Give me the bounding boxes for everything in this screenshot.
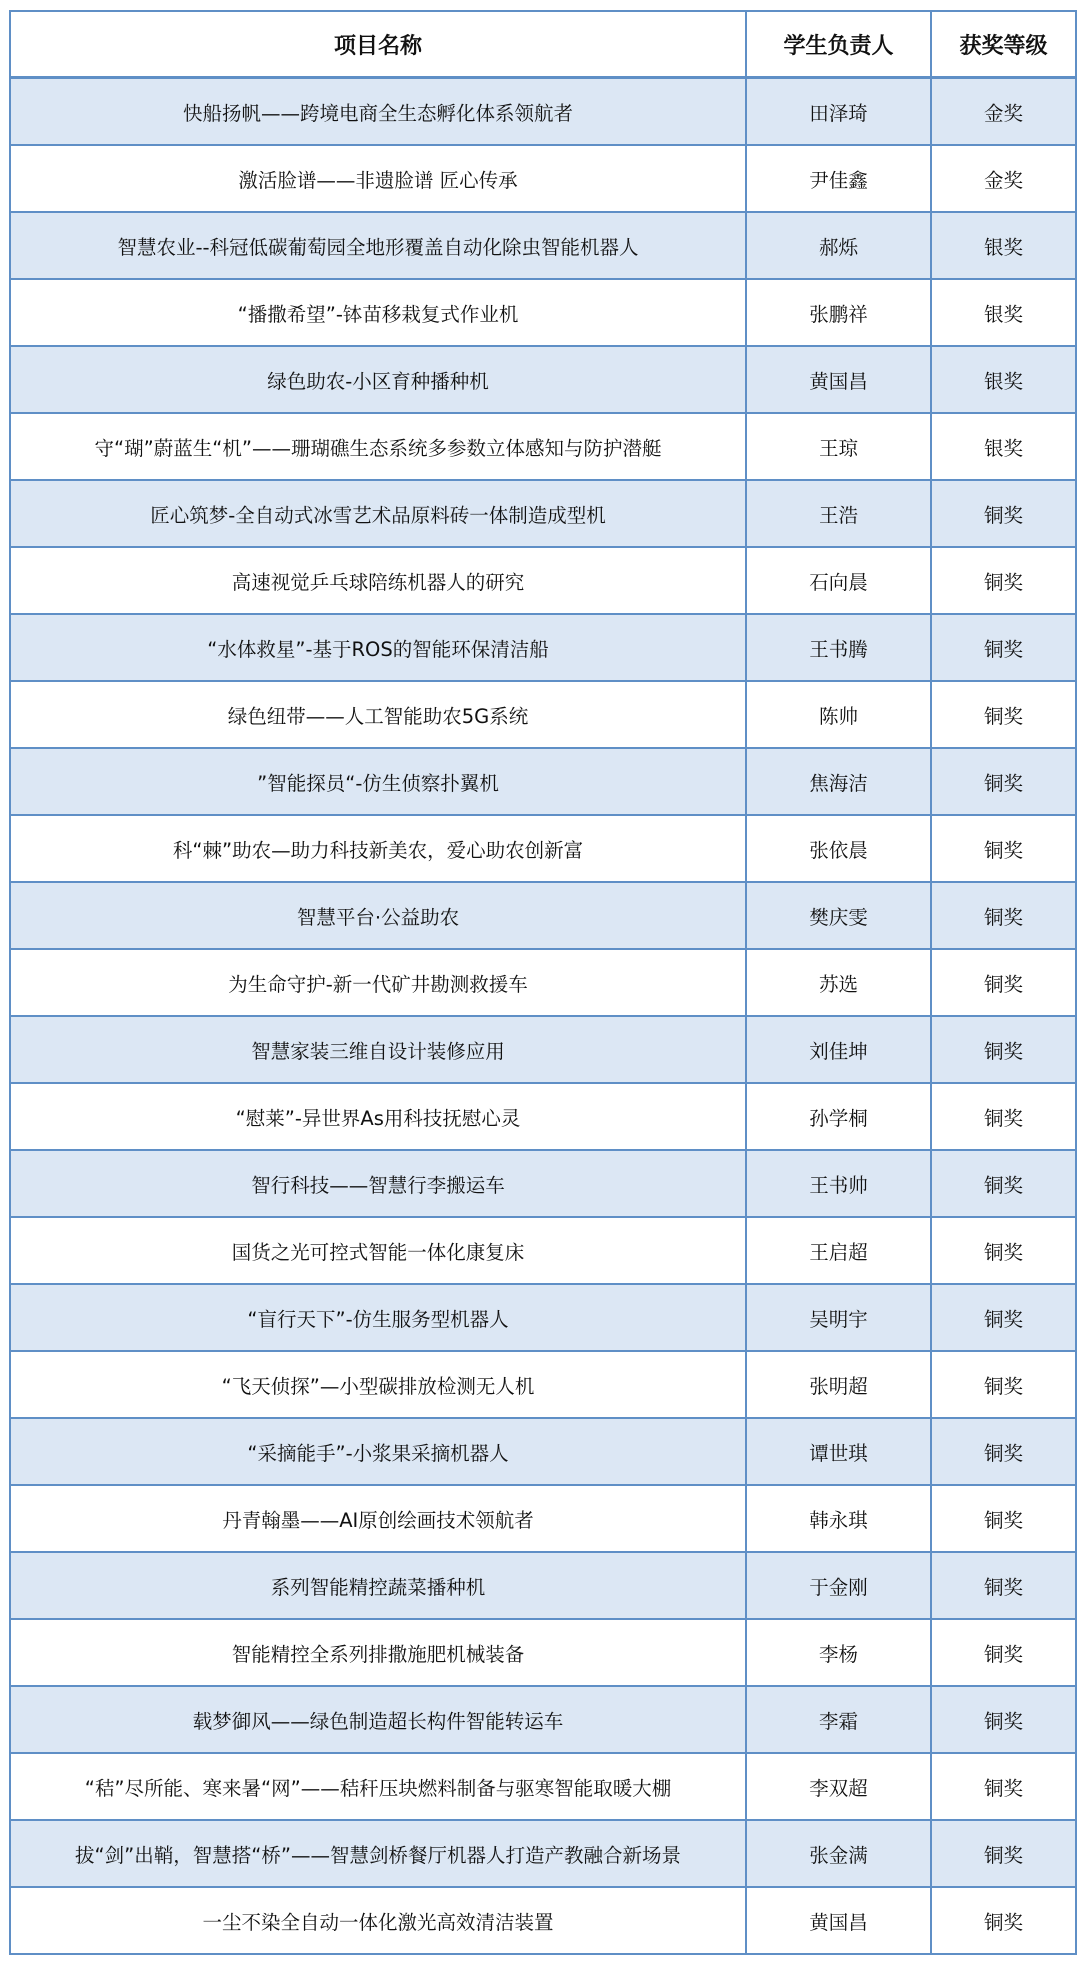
table-row [10, 1686, 1076, 1753]
student-leader-cell: 樊庆雯 [746, 882, 931, 949]
table-row [10, 1485, 1076, 1552]
project-name-cell: 国货之光可控式智能一体化康复床 [10, 1217, 746, 1284]
table-row [10, 1284, 1076, 1351]
project-name-cell: 智行科技——智慧行李搬运车 [10, 1150, 746, 1217]
student-leader-cell: 李杨 [746, 1619, 931, 1686]
award-level-cell: 铜奖 [931, 949, 1076, 1016]
project-name-cell: “飞天侦探”—小型碳排放检测无人机 [10, 1351, 746, 1418]
table-row [10, 279, 1076, 346]
project-name-cell: “秸”尽所能、寒来暑“网”——秸秆压块燃料制备与驱寒智能取暖大棚 [10, 1753, 746, 1820]
student-leader-cell: 李双超 [746, 1753, 931, 1820]
student-leader-cell: 陈帅 [746, 681, 931, 748]
award-level-cell: 金奖 [931, 78, 1076, 146]
award-level-cell: 铜奖 [931, 480, 1076, 547]
project-name-cell: 守“瑚”蔚蓝生“机”——珊瑚礁生态系统多参数立体感知与防护潜艇 [10, 413, 746, 480]
project-name-cell: 智能精控全系列排撒施肥机械装备 [10, 1619, 746, 1686]
student-leader-cell: 谭世琪 [746, 1418, 931, 1485]
table-row [10, 413, 1076, 480]
student-leader-cell: 苏选 [746, 949, 931, 1016]
table-row [10, 949, 1076, 1016]
table-row [10, 346, 1076, 413]
award-level-cell: 铜奖 [931, 748, 1076, 815]
award-level-cell: 铜奖 [931, 815, 1076, 882]
table-row [10, 78, 1076, 146]
table-row [10, 815, 1076, 882]
project-name-cell: 激活脸谱——非遗脸谱 匠心传承 [10, 145, 746, 212]
table-row [10, 1418, 1076, 1485]
student-leader-cell: 孙学桐 [746, 1083, 931, 1150]
award-level-cell: 金奖 [931, 145, 1076, 212]
table-row [10, 547, 1076, 614]
table-row [10, 480, 1076, 547]
table-row [10, 882, 1076, 949]
project-name-cell: “播撒希望”-钵苗移栽复式作业机 [10, 279, 746, 346]
student-leader-cell: 张明超 [746, 1351, 931, 1418]
project-name-cell: “采摘能手”-小浆果采摘机器人 [10, 1418, 746, 1485]
table-row [10, 1820, 1076, 1887]
project-name-cell: 丹青翰墨——AI原创绘画技术领航者 [10, 1485, 746, 1552]
project-name-cell: 载梦御风——绿色制造超长构件智能转运车 [10, 1686, 746, 1753]
award-level-cell: 铜奖 [931, 1619, 1076, 1686]
award-level-cell: 铜奖 [931, 614, 1076, 681]
project-name-cell: 一尘不染全自动一体化激光高效清洁装置 [10, 1887, 746, 1954]
award-level-cell: 铜奖 [931, 1686, 1076, 1753]
student-leader-cell: 王琼 [746, 413, 931, 480]
project-name-cell: 高速视觉乒乓球陪练机器人的研究 [10, 547, 746, 614]
award-level-cell: 铜奖 [931, 1820, 1076, 1887]
table-row [10, 681, 1076, 748]
table-row [10, 1887, 1076, 1954]
table-row [10, 1552, 1076, 1619]
project-name-cell: 绿色纽带——人工智能助农5G系统 [10, 681, 746, 748]
table-body [10, 78, 1076, 1955]
student-leader-cell: 张金满 [746, 1820, 931, 1887]
header-award-level: 获奖等级 [931, 11, 1076, 78]
student-leader-cell: 黄国昌 [746, 1887, 931, 1954]
student-leader-cell: 于金刚 [746, 1552, 931, 1619]
award-level-cell: 银奖 [931, 279, 1076, 346]
award-level-cell: 铜奖 [931, 1351, 1076, 1418]
table-row [10, 614, 1076, 681]
award-level-cell: 铜奖 [931, 681, 1076, 748]
table-row [10, 1351, 1076, 1418]
header-student-leader: 学生负责人 [746, 11, 931, 78]
award-level-cell: 铜奖 [931, 1083, 1076, 1150]
student-leader-cell: 张依晨 [746, 815, 931, 882]
student-leader-cell: 李霜 [746, 1686, 931, 1753]
student-leader-cell: 王启超 [746, 1217, 931, 1284]
award-level-cell: 铜奖 [931, 1016, 1076, 1083]
project-name-cell: 绿色助农-小区育种播种机 [10, 346, 746, 413]
project-name-cell: 智慧平台·公益助农 [10, 882, 746, 949]
award-level-cell: 铜奖 [931, 1217, 1076, 1284]
award-level-cell: 铜奖 [931, 547, 1076, 614]
project-name-cell: 智慧农业--科冠低碳葡萄园全地形覆盖自动化除虫智能机器人 [10, 212, 746, 279]
table-row [10, 1016, 1076, 1083]
award-level-cell: 铜奖 [931, 1753, 1076, 1820]
award-level-cell: 铜奖 [931, 1284, 1076, 1351]
award-level-cell: 银奖 [931, 212, 1076, 279]
project-name-cell: 拔“剑”出鞘，智慧搭“桥”——智慧剑桥餐厅机器人打造产教融合新场景 [10, 1820, 746, 1887]
award-level-cell: 银奖 [931, 346, 1076, 413]
project-name-cell: 匠心筑梦-全自动式冰雪艺术品原料砖一体制造成型机 [10, 480, 746, 547]
award-level-cell: 铜奖 [931, 1485, 1076, 1552]
award-table [9, 10, 1077, 1955]
award-level-cell: 铜奖 [931, 1552, 1076, 1619]
project-name-cell: “盲行天下”-仿生服务型机器人 [10, 1284, 746, 1351]
award-level-cell: 铜奖 [931, 882, 1076, 949]
student-leader-cell: 王浩 [746, 480, 931, 547]
table-row [10, 1150, 1076, 1217]
table-row [10, 212, 1076, 279]
table-row [10, 1217, 1076, 1284]
header-project-name: 项目名称 [10, 11, 746, 78]
student-leader-cell: 刘佳坤 [746, 1016, 931, 1083]
project-name-cell: 智慧家装三维自设计装修应用 [10, 1016, 746, 1083]
student-leader-cell: 韩永琪 [746, 1485, 931, 1552]
project-name-cell: “水体救星”-基于ROS的智能环保清洁船 [10, 614, 746, 681]
project-name-cell: 科“棘”助农—助力科技新美农，爱心助农创新富 [10, 815, 746, 882]
student-leader-cell: 黄国昌 [746, 346, 931, 413]
student-leader-cell: 吴明宇 [746, 1284, 931, 1351]
project-name-cell: “慰莱”-异世界As用科技抚慰心灵 [10, 1083, 746, 1150]
header-row [10, 11, 1076, 78]
table-row [10, 1753, 1076, 1820]
student-leader-cell: 尹佳鑫 [746, 145, 931, 212]
project-name-cell: ”智能探员“-仿生侦察扑翼机 [10, 748, 746, 815]
student-leader-cell: 王书腾 [746, 614, 931, 681]
table-row [10, 145, 1076, 212]
student-leader-cell: 王书帅 [746, 1150, 931, 1217]
table-row [10, 1619, 1076, 1686]
table-row [10, 748, 1076, 815]
student-leader-cell: 郝烁 [746, 212, 931, 279]
student-leader-cell: 石向晨 [746, 547, 931, 614]
student-leader-cell: 张鹏祥 [746, 279, 931, 346]
project-name-cell: 为生命守护-新一代矿井勘测救援车 [10, 949, 746, 1016]
student-leader-cell: 田泽琦 [746, 78, 931, 146]
award-level-cell: 铜奖 [931, 1150, 1076, 1217]
table-row [10, 1083, 1076, 1150]
award-level-cell: 铜奖 [931, 1887, 1076, 1954]
table-header [10, 11, 1076, 78]
project-name-cell: 系列智能精控蔬菜播种机 [10, 1552, 746, 1619]
award-level-cell: 银奖 [931, 413, 1076, 480]
project-name-cell: 快船扬帆——跨境电商全生态孵化体系领航者 [10, 78, 746, 146]
student-leader-cell: 焦海洁 [746, 748, 931, 815]
award-level-cell: 铜奖 [931, 1418, 1076, 1485]
